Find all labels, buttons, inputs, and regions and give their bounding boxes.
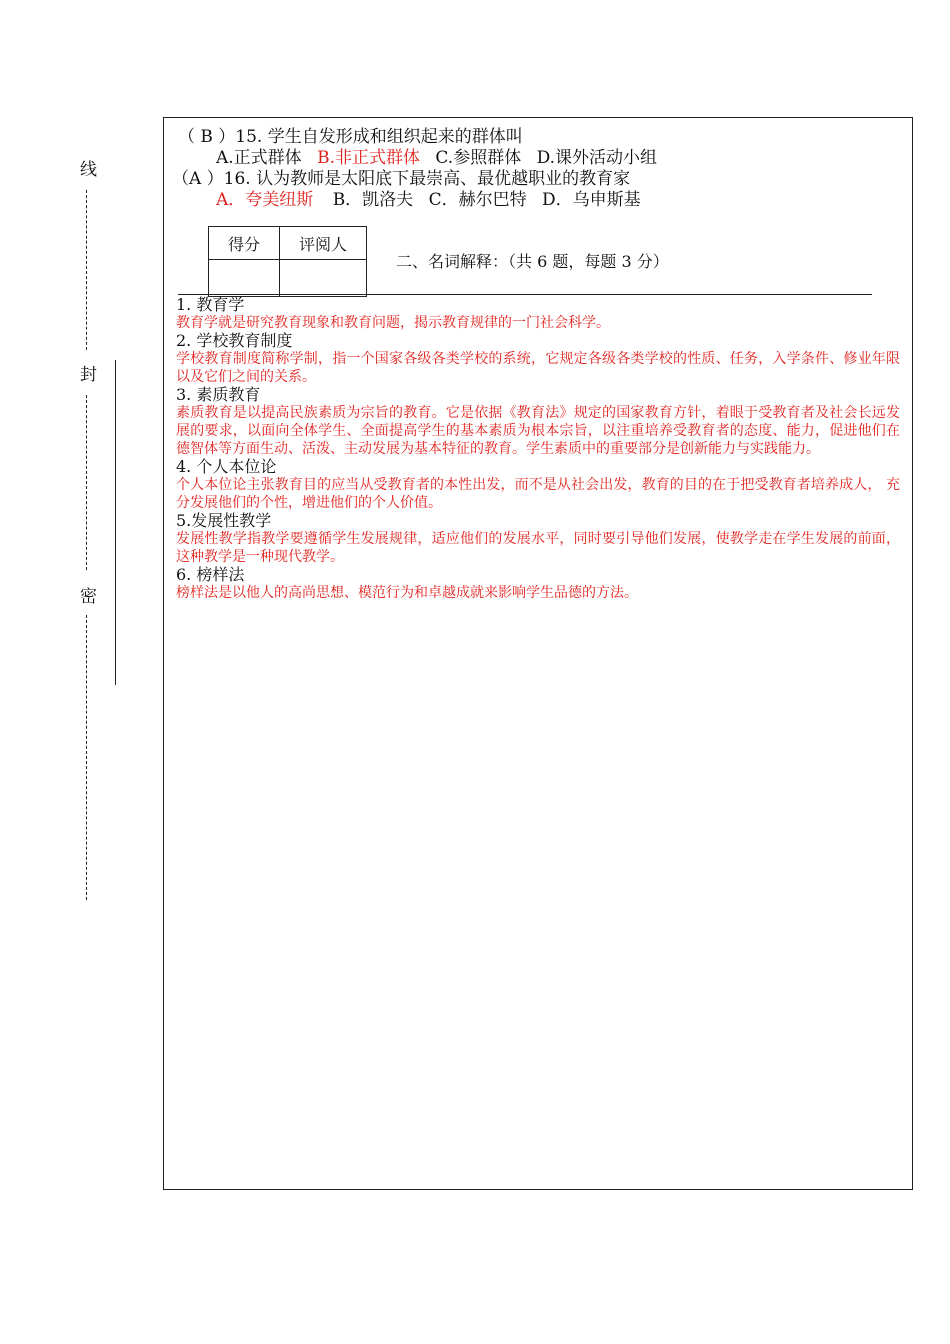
term-definition: 发展性教学指教学要遵循学生发展规律，适应他们的发展水平，同时要引导他们发展，使教学走在学生发展的前面，这种教学是一种现代教学。: [176, 531, 900, 565]
option-c: C．赫尔巴特: [428, 190, 527, 210]
option-a: A.正式群体: [216, 148, 302, 168]
exam-sheet: [163, 117, 913, 1190]
term-item: [176, 296, 900, 332]
binding-solid-line: [115, 360, 116, 685]
reviewer-cell[interactable]: [280, 260, 367, 297]
term-definition: 榜样法是以他人的高尚思想、模范行为和卓越成就来影响学生品德的方法。: [176, 585, 638, 601]
score-header: 得分: [209, 227, 280, 260]
score-table: [208, 226, 367, 297]
binding-char-feng: 封: [80, 365, 97, 385]
term-title: 4. 个人本位论: [176, 457, 277, 476]
question-15-stem: （ B ）15. 学生自发形成和组织起来的群体叫: [178, 127, 523, 147]
option-d: D．乌申斯基: [542, 190, 641, 210]
option-b-correct: B.非正式群体: [317, 148, 420, 168]
term-definition: 学校教育制度简称学制，指一个国家各级各类学校的系统，它规定各级各类学校的性质、任务，入学条件、修业年限以及它们之间的关系。: [176, 351, 900, 385]
term-title: 2. 学校教育制度: [176, 331, 293, 350]
term-item: [176, 458, 900, 512]
term-item: [176, 332, 900, 386]
binding-dashed-line: [86, 395, 87, 570]
section-title: 二、名词解释：（共 6 题，每题 3 分）: [396, 252, 669, 271]
option-d: D.课外活动小组: [536, 148, 658, 168]
term-definition: 教育学就是研究教育现象和教育问题，揭示教育规律的一门社会科学。: [176, 315, 610, 331]
term-title: 3. 素质教育: [176, 385, 261, 404]
option-c: C.参照群体: [435, 148, 522, 168]
term-title: 6. 榜样法: [176, 565, 245, 584]
binding-dashed-line: [86, 615, 87, 900]
term-item: [176, 566, 900, 602]
term-item: [176, 386, 900, 458]
term-item: [176, 512, 900, 566]
section-divider: [178, 294, 872, 295]
reviewer-header: 评阅人: [280, 227, 367, 260]
binding-char-xian: 线: [80, 160, 97, 180]
option-b: B．凯洛夫: [332, 190, 414, 210]
score-cell[interactable]: [209, 260, 280, 297]
question-16-options: [216, 185, 641, 210]
term-title: 5.发展性教学: [176, 511, 272, 530]
term-title: 1. 教育学: [176, 295, 245, 314]
term-list: [176, 296, 900, 602]
binding-margin: [60, 110, 130, 900]
binding-char-mi: 密: [80, 587, 97, 607]
term-definition: 个人本位论主张教育目的应当从受教育者的本性出发，而不是从社会出发，教育的目的在于把受教育者培养成人， 充分发展他们的个性，增进他们的个人价值。: [176, 477, 900, 511]
option-a-correct: A．夸美纽斯: [216, 190, 314, 210]
term-definition: 素质教育是以提高民族素质为宗旨的教育。它是依据《教育法》规定的国家教育方针，着眼于受教育者及社会长远发展的要求，以面向全体学生、全面提高学生的基本素质为根本宗旨，以注重培养受教育者的态度、能力，促进他们在德智体等方面生动、活泼、主动发展为基本特征的教育。学生素质中的重要部分是创新能力与实践能力。: [176, 405, 900, 457]
binding-dashed-line: [86, 190, 87, 350]
question-16-stem: （A ）16. 认为教师是太阳底下最崇高、最优越职业的教育家: [172, 169, 631, 189]
